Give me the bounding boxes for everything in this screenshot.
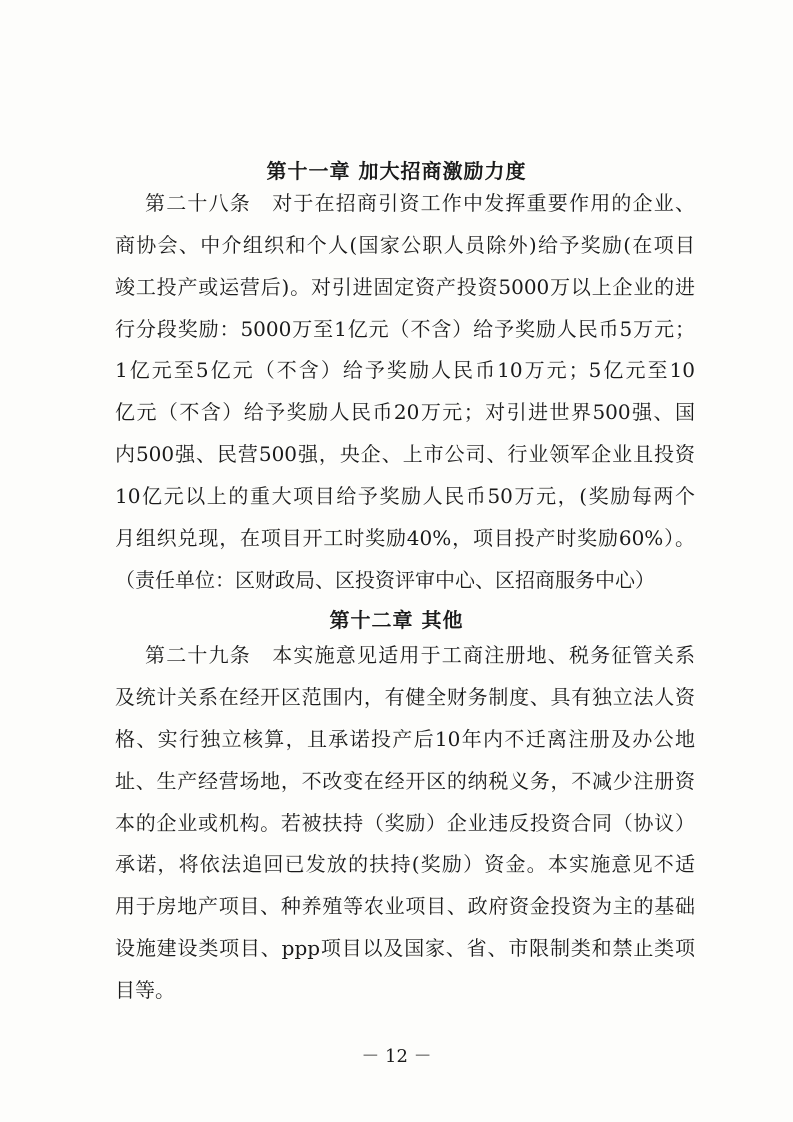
responsible-units-line: （责任单位：区财政局、区投资评审中心、区招商服务中心） <box>115 568 655 592</box>
article-28-line: 10亿元以上的重大项目给予奖励人民币50万元，(奖励每两个 <box>115 484 695 508</box>
article-29-line: 用于房地产项目、种养殖等农业项目、政府资金投资为主的基础 <box>115 894 695 918</box>
chapter-12-title: 第十二章 其他 <box>329 608 464 632</box>
article-29-line: 本的企业或机构。若被扶持（奖励）企业违反投资合同（协议） <box>115 811 695 835</box>
article-28-line: 商协会、中介组织和个人(国家公职人员除外)给予奖励(在项目 <box>115 233 695 257</box>
article-28-line: 内500强、民营500强，央企、上市公司、行业领军企业且投资 <box>115 442 695 466</box>
article-29-line: 承诺，将依法追回已发放的扶持(奖励）资金。本实施意见不适 <box>115 852 695 876</box>
article-28-line: 亿元（不含）给予奖励人民币20万元；对引进世界500强、国 <box>115 400 695 424</box>
article-28-line: 月组织兑现，在项目开工时奖励40%，项目投产时奖励60%）。 <box>115 526 695 550</box>
page-number: － 12 － <box>361 1046 432 1067</box>
article-29-line: 设施建设类项目、ppp项目以及国家、省、市限制类和禁止类项 <box>115 936 695 960</box>
article-29-line: 址、生产经营场地，不改变在经开区的纳税义务，不减少注册资 <box>115 769 695 793</box>
chapter-11-title: 第十一章 加大招商激励力度 <box>266 159 527 183</box>
article-28-line: 1亿元至5亿元（不含）给予奖励人民币10万元；5亿元至10 <box>115 358 695 382</box>
article-29-line: 目等。 <box>115 978 175 1002</box>
article-29-line: 及统计关系在经开区范围内，有健全财务制度、具有独立法人资 <box>115 685 695 709</box>
article-29-line: 第二十九条 本实施意见适用于工商注册地、税务征管关系 <box>145 643 695 667</box>
article-29-line: 格、实行独立核算，且承诺投产后10年内不迁离注册及办公地 <box>115 727 695 751</box>
article-28-line: 行分段奖励：5000万至1亿元（不含）给予奖励人民币5万元； <box>115 317 695 341</box>
article-28-line: 第二十八条 对于在招商引资工作中发挥重要作用的企业、 <box>145 191 695 215</box>
article-28-line: 竣工投产或运营后)。对引进固定资产投资5000万以上企业的进 <box>115 275 695 299</box>
